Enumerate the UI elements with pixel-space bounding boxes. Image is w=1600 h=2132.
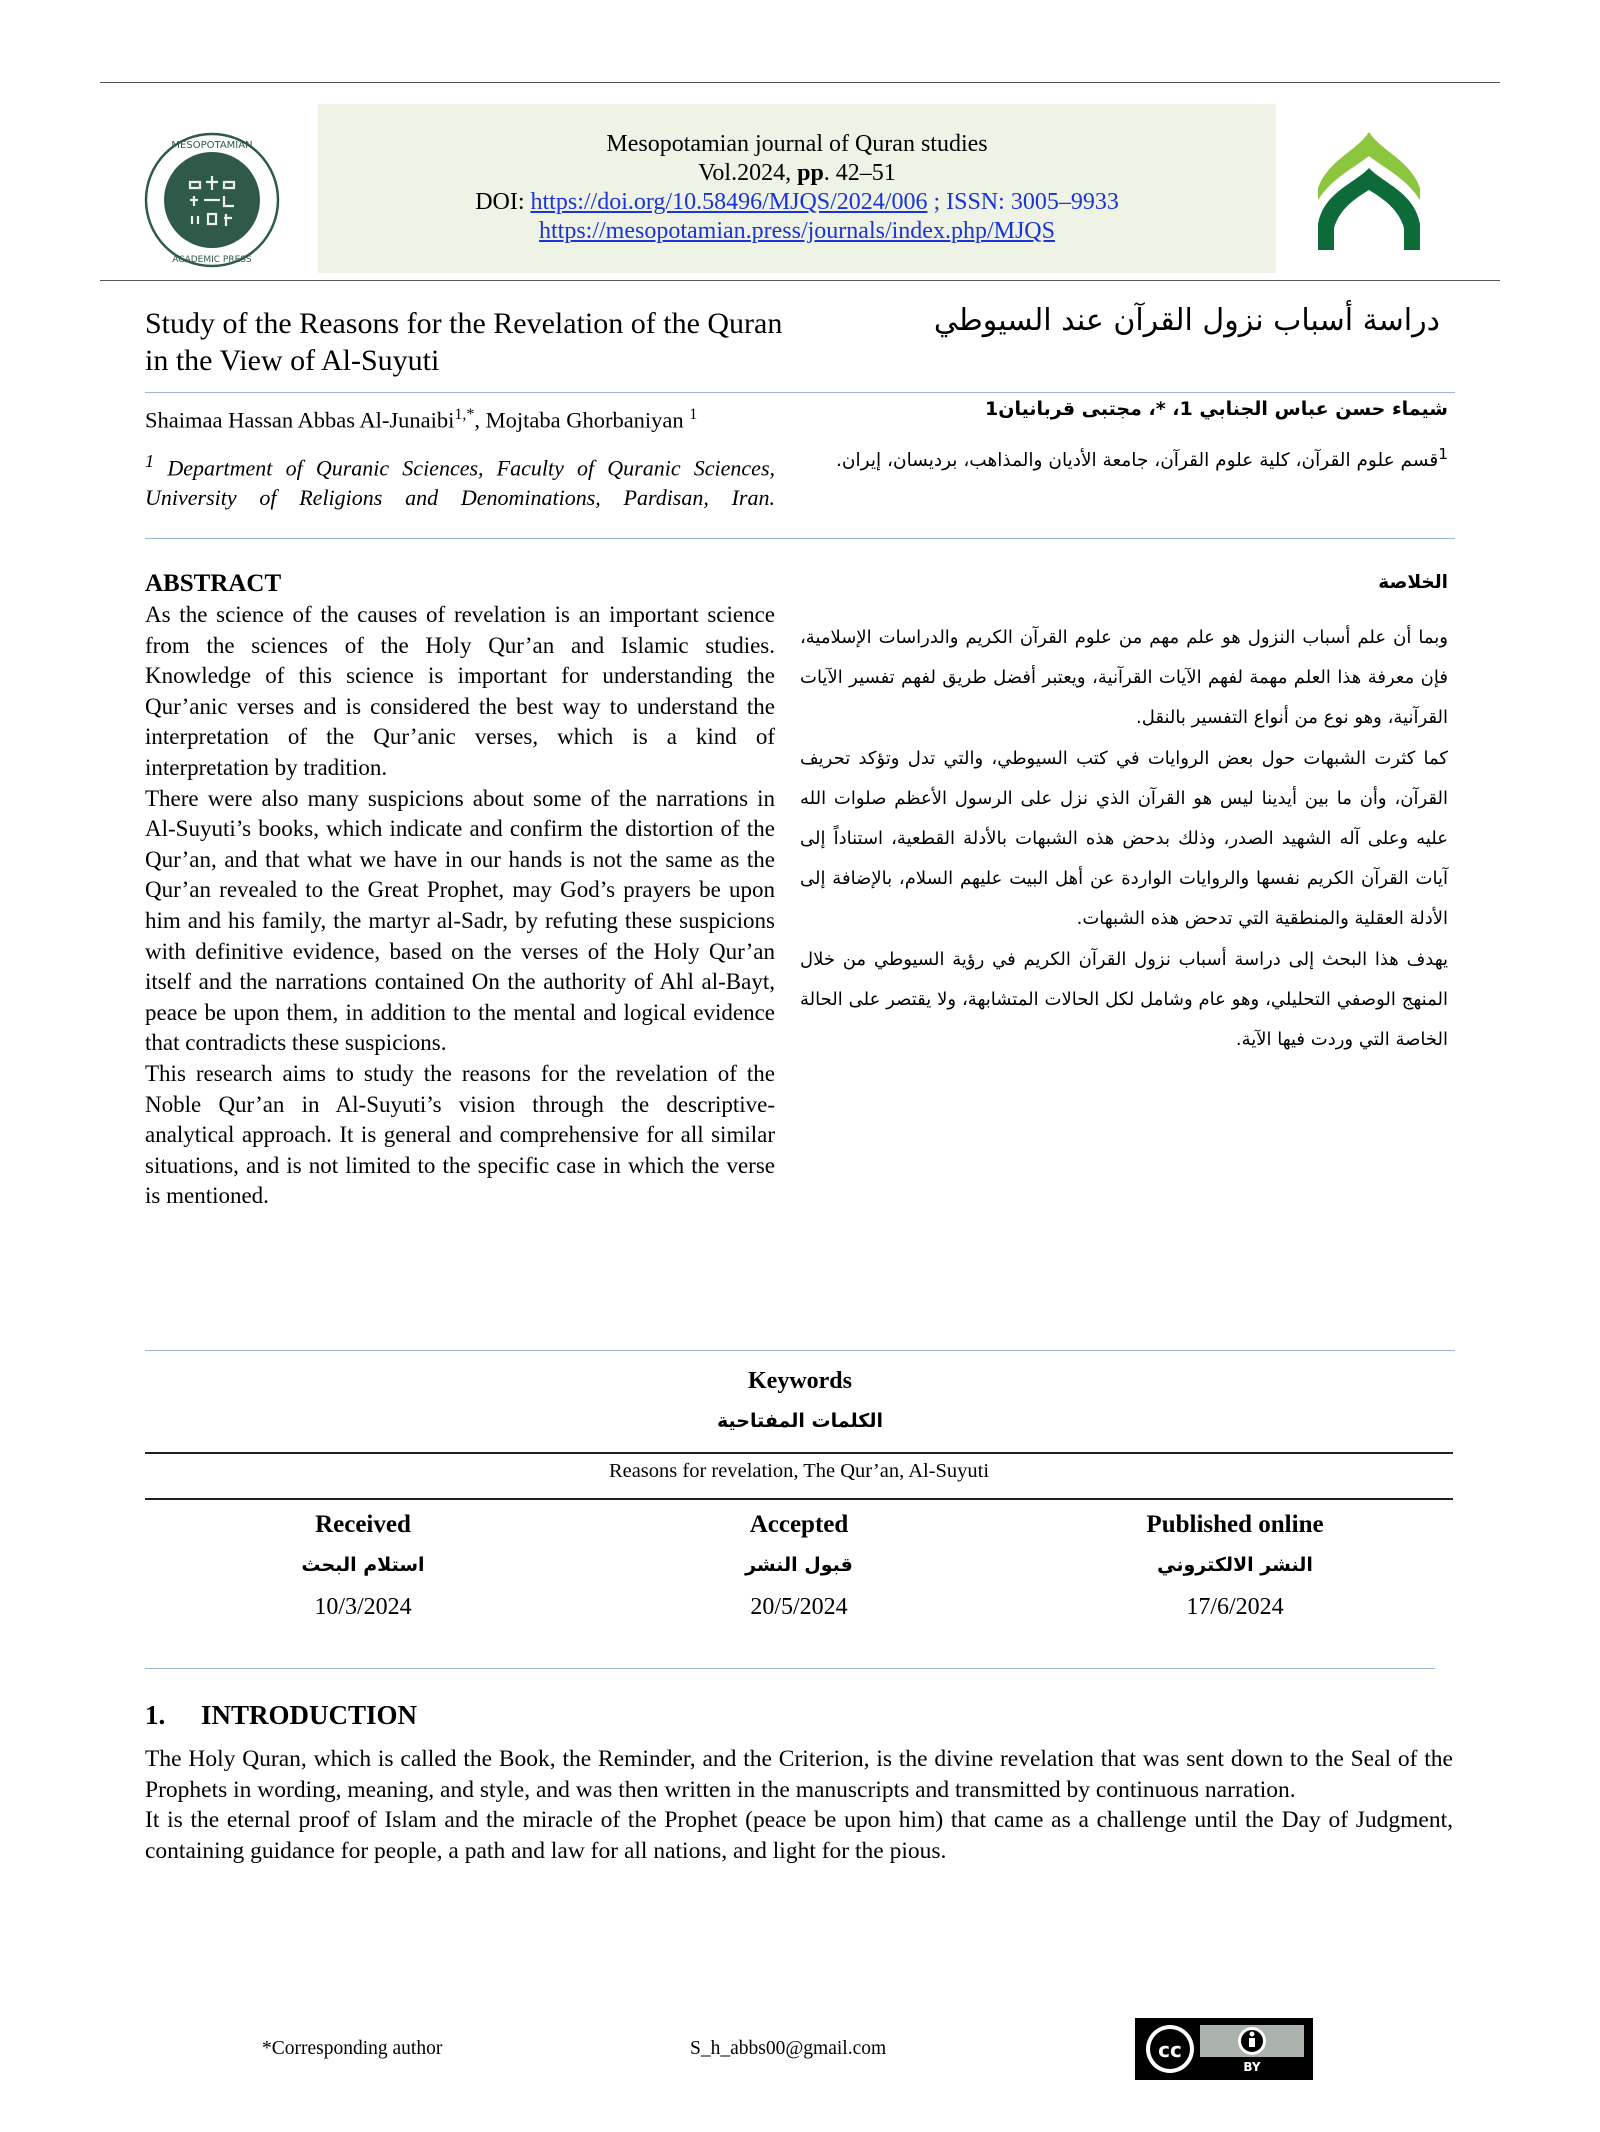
- corresponding-email: S_h_abbs00@gmail.com: [690, 2038, 887, 2059]
- author-sep: , Mojtaba Ghorbaniyan: [474, 407, 690, 433]
- cc-by-icon: [1135, 2018, 1313, 2080]
- date-label-ar: استلام البحث: [301, 1554, 425, 1576]
- date-received: [145, 1510, 581, 1622]
- affil-text: Department of Quranic Sciences, Faculty of Quranic Sciences, University of Religions and Denominations, Pardisan, Iran.: [145, 455, 775, 511]
- section-number: 1.: [145, 1700, 166, 1730]
- abstract-ar-p3: يهدف هذا البحث إلى دراسة أسباب نزول القرآن الكريم في رؤية السيوطي من خلال المنهج الوصفي التحليلي، وهو عام وشامل لكل الحالات المتشابهة، ولا يقتصر على الحالة الخاصة التي وردت فيها الآية.: [800, 948, 1448, 1051]
- date-accepted: [581, 1510, 1017, 1622]
- journal-header-box: [318, 104, 1276, 273]
- date-value: 10/3/2024: [314, 1594, 412, 1620]
- authors-en: [145, 400, 785, 436]
- affil-sup: 1: [145, 451, 155, 471]
- keywords-list: Reasons for revelation, The Qur’an, Al-Suyuti: [608, 1460, 990, 1482]
- date-label-ar: قبول النشر: [745, 1554, 853, 1576]
- svg-text:cc: cc: [1158, 2038, 1182, 2062]
- seal-text-bottom: ACADEMIC PRESS: [172, 255, 252, 265]
- authors-ar: شيماء حسن عباس الجنابي 1، *، مجتبى قربانيان1: [985, 398, 1448, 420]
- doi-label: DOI:: [475, 189, 531, 215]
- intro-p1: The Holy Quran, which is called the Book, the Reminder, and the Criterion, is the divine revelation that was sent down to the Seal of the Prophets in wording, meaning, and style, and was then written in the manuscripts and transmitted by continuous narration.: [145, 1746, 1453, 1803]
- author-1-sup: 1,*: [454, 406, 475, 423]
- author-1-name: Shaimaa Hassan Abbas Al-Junaibi: [145, 407, 455, 433]
- title-rule: [145, 392, 1455, 393]
- keywords-heading-ar: الكلمات المفتاحية: [717, 1410, 883, 1432]
- abstract-en-p3: This research aims to study the reasons for the revelation of the Noble Qur’an in Al-Suyuti’s vision through the descriptive-analytical approach. It is general and comprehensive for all similar situations, and is not limited to the specific case in which the verse is mentioned.: [145, 1060, 775, 1209]
- section-heading-introduction: [145, 1700, 417, 1731]
- dates-rule: [145, 1668, 1435, 1669]
- section-title: INTRODUCTION: [201, 1700, 418, 1730]
- abstract-en-p1: As the science of the causes of revelation is an important science from the sciences of the Holy Qur’an and Islamic studies. Knowledge of this science is important for understanding the Qur’anic verses and is considered the best way to understand the interpretation of the Qur’anic verses, which is a kind of interpretation by tradition.: [145, 602, 775, 780]
- date-value: 20/5/2024: [750, 1594, 848, 1620]
- abstract-en: [145, 600, 775, 1212]
- top-rule: [100, 82, 1500, 83]
- affil-ar-sup: 1: [1438, 445, 1448, 463]
- abstract-ar-heading: الخلاصة: [1378, 572, 1448, 593]
- publisher-seal-logo: [142, 130, 282, 270]
- seal-text-top: MESOPOTAMIAN: [171, 140, 253, 151]
- header-bottom-rule: [100, 280, 1500, 281]
- introduction-body: [145, 1744, 1453, 1866]
- date-value: 17/6/2024: [1186, 1594, 1284, 1620]
- abstract-rule: [145, 1350, 1455, 1351]
- abstract-ar-p2: كما كثرت الشبهات حول بعض الروايات في كتب السيوطي، والتي تدل وتؤكد تحريف القرآن، وأن ما بين أيدينا ليس هو القرآن الذي نزل على الرسول الأعظم صلوات الله عليه وعلى آله الشهيد الصدر، وذلك بدحض هذه الشبهات بالأدلة القطعية، استناداً إلى آيات القرآن الكريم نفسها والروايات الواردة عن أهل البيت عليهم السلام، بالإضافة إلى الأدلة العقلية والمنطقية التي تدحض هذه الشبهات.: [800, 747, 1448, 930]
- authors-rule: [145, 538, 1455, 539]
- abstract-ar: [800, 618, 1448, 1060]
- abstract-heading: ABSTRACT: [145, 570, 282, 597]
- title-en: Study of the Reasons for the Revelation of the Quran in the View of Al-Suyuti: [145, 307, 783, 377]
- volume: Vol.2024,: [698, 160, 798, 186]
- date-label-ar: النشر الالكتروني: [1157, 1554, 1313, 1576]
- author-2-sup: 1: [689, 406, 698, 423]
- affil-ar-text: قسم علوم القرآن، كلية علوم القرآن، جامعة الأديان والمذاهب، برديسان، إيران.: [836, 450, 1439, 472]
- abstract-ar-p1: وبما أن علم أسباب النزول هو علم مهم من علوم القرآن الكريم والدراسات الإسلامية، فإن معرفة هذا العلم مهمة لفهم الآيات القرآنية، ويعتبر أفضل طريق لفهم تفسير الآيات القرآنية، وهو نوع من أنواع التفسير بالنقل.: [800, 627, 1448, 729]
- doi-line: [318, 188, 1276, 217]
- issn-label: ; ISSN:: [927, 189, 1011, 215]
- pp-label: pp: [797, 160, 824, 186]
- title-ar: دراسة أسباب نزول القرآن عند السيوطي: [933, 303, 1440, 338]
- journal-name: Mesopotamian journal of Quran studies: [606, 131, 988, 157]
- date-label: Received: [315, 1511, 411, 1538]
- keywords-heading: Keywords: [748, 1368, 852, 1394]
- keywords-top-rule: [145, 1452, 1453, 1454]
- journal-url-link[interactable]: https://mesopotamian.press/journals/index.php/MJQS: [539, 218, 1055, 244]
- volume-line: [318, 159, 1276, 188]
- intro-p2: It is the eternal proof of Islam and the miracle of the Prophet (peace be upon him) that came as a challenge until the Day of Judgment, containing guidance for people, a path and law for all nations, and light for the pious.: [145, 1807, 1453, 1864]
- affiliation-ar: [768, 434, 1448, 481]
- affiliation-en: [145, 446, 775, 513]
- issn-value: 3005–9933: [1010, 189, 1119, 215]
- date-label: Accepted: [749, 1511, 849, 1538]
- doi-link[interactable]: https://doi.org/10.58496/MJQS/2024/006: [530, 189, 928, 215]
- keywords-bottom-rule: [145, 1498, 1453, 1500]
- abstract-en-p2: There were also many suspicions about some of the narrations in Al-Suyuti’s books, which indicate and confirm the distortion of the Qur’an, and that what we have in our hands is not the same as the Qur’an revealed to the Great Prophet, may God’s prayers be upon him and his family, the martyr al-Sadr, by refuting these suspicions with definitive evidence, based on the verses of the Holy Qur’an itself and the narrations contained On the authority of Ahl al-Bayt, peace be upon them, in addition to the mental and logical evidence that contradicts these suspicions.: [145, 785, 775, 1056]
- date-label: Published online: [1146, 1511, 1324, 1538]
- pages: . 42–51: [823, 160, 896, 186]
- dates-row: [145, 1510, 1453, 1622]
- cc-by-label: BY: [1243, 2060, 1261, 2074]
- corresponding-author-note: *Corresponding author: [262, 2038, 443, 2059]
- journal-dome-logo: [1310, 128, 1428, 254]
- date-published: [1017, 1510, 1453, 1622]
